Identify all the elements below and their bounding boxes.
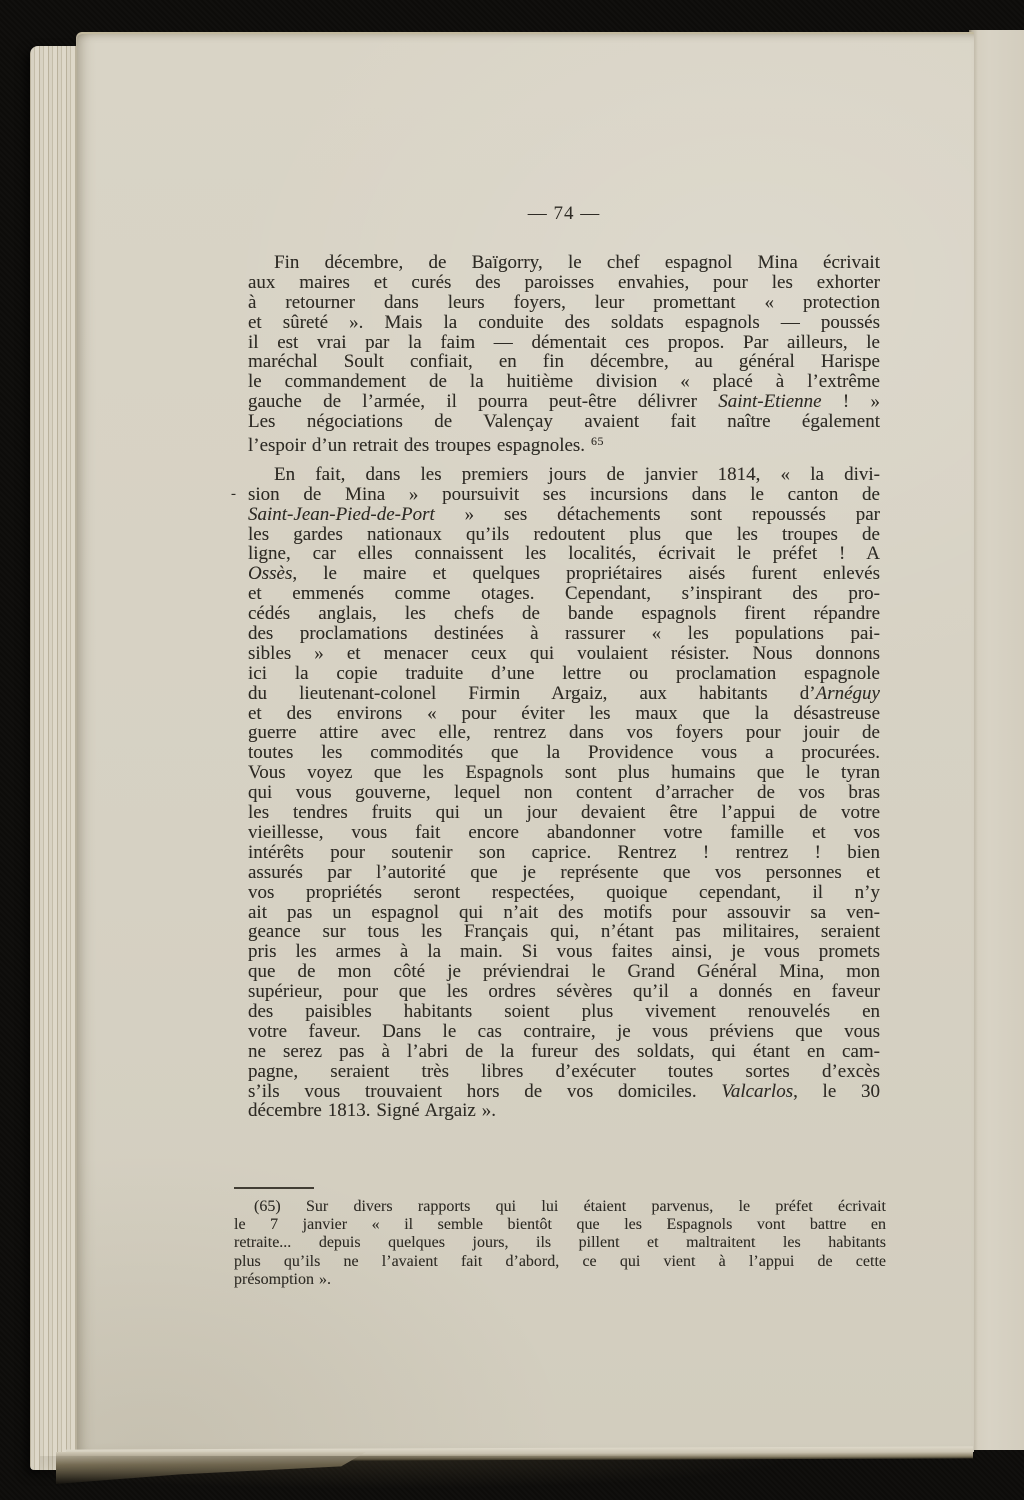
paragraph (234, 1198, 886, 1289)
text-segment: et des environs « pour éviter les maux que la désastreuse (248, 702, 880, 724)
text-line (248, 644, 880, 664)
text-segment: présomption ». (234, 1270, 331, 1288)
facing-page-edge (969, 30, 1024, 1450)
text-segment: s’ils vous trouvaient hors de vos domiciles. (248, 1080, 722, 1102)
text-line (234, 1271, 886, 1289)
text-line (248, 883, 880, 903)
text-line (248, 333, 880, 353)
text-line (248, 823, 880, 843)
text-segment: il est vrai par la faim — démentait ces propos. Par ailleurs, le (248, 331, 880, 353)
text-segment: plus qu’ils ne l’avaient fait d’abord, ce qui vient à l’appui de cette (234, 1252, 886, 1270)
body-text (231, 252, 880, 1122)
text-line (248, 723, 880, 743)
italic-text: Saint-Etienne (718, 391, 822, 413)
text-segment: ici la copie traduite d’une lettre ou proclamation espagnole (248, 662, 880, 684)
text-line (248, 544, 880, 564)
text-segment: gauche de l’armée, il pourra peut-être délivrer (248, 391, 719, 413)
text-line (248, 584, 880, 604)
text-segment: ! » (821, 391, 880, 413)
text-segment: sion de Mina » poursuivit ses incursions dans le canton de (248, 483, 880, 505)
text-line (234, 1216, 886, 1234)
text-segment: les tendres fruits qui un jour devaient être l’appui de votre (248, 802, 880, 824)
text-segment: ligne, car elles connaissent les localités, écrivait le préfet ! A (248, 543, 880, 565)
footnote (234, 1198, 886, 1289)
text-segment: , le 30 (793, 1080, 880, 1102)
text-line (248, 1022, 880, 1042)
text-segment: geance sur tous les Français qui, n’étant pas militaires, seraient (248, 921, 880, 943)
text-line (248, 604, 880, 624)
text-segment: ait pas un espagnol qui n’ait des motifs pour assouvir sa ven- (248, 901, 880, 923)
page-shadow (40, 1456, 990, 1500)
text-segment: des proclamations destinées à rassurer « les populations pai- (248, 623, 880, 645)
text-segment: guerre attire avec elle, rentrez dans vos foyers pour jouir de (248, 722, 880, 744)
text-line (231, 483, 880, 505)
text-segment: intérêts pour soutenir son caprice. Rentrez ! rentrez ! bien (248, 841, 880, 863)
text-segment: maréchal Soult confiait, en fin décembre, au général Harispe (248, 351, 880, 373)
text-segment: Fin décembre, de Baïgorry, le chef espagnol Mina écrivait (274, 252, 880, 273)
text-line (248, 1042, 880, 1062)
margin-mark: - (231, 485, 236, 502)
text-line (248, 803, 880, 823)
text-segment: le 7 janvier « il semble bientôt que les Espagnols vont battre en (234, 1216, 886, 1234)
paragraph (248, 252, 880, 457)
text-segment: » ses détachements sont repoussés par (434, 503, 880, 525)
text-segment: Vous voyez que les Espagnols sont plus humains que le tyran (248, 762, 880, 784)
text-line (248, 942, 880, 962)
text-segment: assurés par l’autorité que je représente que vos personnes et (248, 861, 880, 883)
text-segment: à retourner dans leurs foyers, leur promettant « protection (248, 291, 880, 313)
footnote-rule (234, 1187, 314, 1189)
text-line (248, 843, 880, 863)
text-line (248, 664, 880, 684)
text-line (248, 1002, 880, 1022)
text-line (248, 412, 880, 432)
text-line (248, 1101, 880, 1121)
text-segment: et sûreté ». Mais la conduite des soldats espagnols — poussés (248, 311, 880, 333)
text-segment: sibles » et menacer ceux qui voulaient résister. Nous donnons (248, 642, 880, 664)
paragraph (231, 463, 880, 1122)
text-segment: des paisibles habitants soient plus vivement renouvelés en (248, 1000, 880, 1022)
text-segment: ne serez pas à l’abri de la fureur des soldats, qui étant en cam- (248, 1040, 880, 1062)
text-segment: pagne, seraient très libres d’exécuter toutes sortes d’excès (248, 1060, 880, 1082)
text-line (248, 273, 880, 293)
footnote-ref: 65 (590, 434, 604, 449)
text-line (248, 922, 880, 942)
text-segment: cédés anglais, les chefs de bande espagnols firent répandre (248, 603, 880, 625)
italic-text: Valcarlos (721, 1080, 794, 1102)
text-line (248, 982, 880, 1002)
text-segment: retraite... depuis quelques jours, ils pillent et maltraitent les habitants (234, 1234, 886, 1252)
text-line (248, 505, 880, 525)
text-segment: votre faveur. Dans le cas contraire, je vous préviens que vous (248, 1020, 880, 1042)
text-segment: Les négociations de Valençay avaient fait naître également (248, 411, 880, 433)
italic-text: Saint-Jean-Pied-de-Port (248, 503, 435, 525)
text-segment: le commandement de la huitième division « placé à l’extrême (248, 371, 880, 393)
text-line (248, 1062, 880, 1082)
text-line (248, 465, 880, 485)
text-segment: vieillesse, vous fait encore abandonner votre famille et vos (248, 821, 880, 843)
italic-text: Arnéguy (815, 682, 880, 704)
text-line (248, 763, 880, 783)
text-line (248, 704, 880, 724)
text-segment: du lieutenant-colonel Firmin Argaiz, aux habitants d’ (248, 682, 816, 704)
text-segment: (65) Sur divers rapports qui lui étaient parvenus, le préfet écrivait (254, 1198, 886, 1215)
text-line (248, 313, 880, 333)
text-line (248, 432, 880, 457)
text-line (248, 525, 880, 545)
text-segment: En fait, dans les premiers jours de janvier 1814, « la divi- (274, 463, 880, 485)
text-line (248, 684, 880, 704)
text-segment: les gardes nationaux qu’ils redoutent plus que les troupes de (248, 523, 880, 545)
text-line (234, 1198, 886, 1216)
text-line (248, 903, 880, 923)
text-segment: , le maire et quelques propriétaires aisés furent enlevés (292, 563, 880, 585)
text-segment: décembre 1813. Signé Argaiz ». (248, 1100, 496, 1122)
text-line (248, 392, 880, 412)
text-line (248, 564, 880, 584)
text-segment: aux maires et curés des paroisses envahies, pour les exhorter (248, 271, 880, 293)
text-line (248, 962, 880, 982)
text-line (248, 253, 880, 273)
page-number: — 74 — (527, 203, 601, 224)
italic-text: Ossès (248, 563, 293, 585)
text-line (248, 372, 880, 392)
text-segment: l’espoir d’un retrait des troupes espagnoles. (248, 435, 591, 457)
text-line (234, 1234, 886, 1252)
text-line (248, 863, 880, 883)
book-page (76, 32, 974, 1452)
text-line (248, 783, 880, 803)
text-segment: toutes les commodités que la Providence vous a procurées. (248, 742, 880, 764)
text-segment: qui vous gouverne, lequel non content d’arracher de vos bras (248, 782, 880, 804)
text-line (248, 293, 880, 313)
text-segment: et emmenés comme otages. Cependant, s’inspirant des pro- (248, 583, 880, 605)
text-segment: que de mon côté je préviendrai le Grand Général Mina, mon (248, 961, 880, 983)
text-line (248, 624, 880, 644)
text-segment: vos propriétés seront respectées, quoique cependant, il n’y (248, 881, 880, 903)
text-line (234, 1253, 886, 1271)
text-segment: pris les armes à la main. Si vous faites ainsi, je vous promets (248, 941, 880, 963)
text-line (248, 743, 880, 763)
page-stack-edge (30, 46, 80, 1470)
text-line (248, 1082, 880, 1102)
text-line (248, 352, 880, 372)
text-segment: supérieur, pour que les ordres sévères qu’il a donnés en faveur (248, 981, 880, 1003)
